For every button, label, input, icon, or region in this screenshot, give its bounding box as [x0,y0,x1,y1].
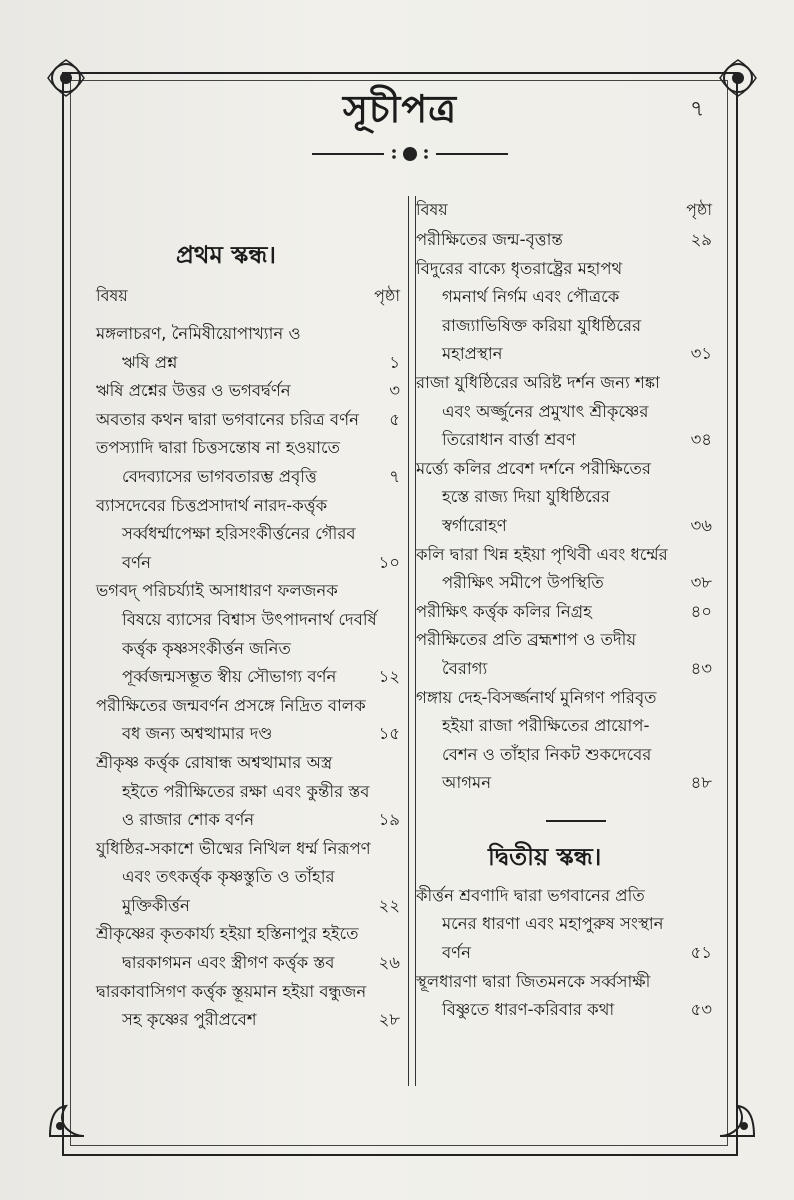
toc-entry [96,492,400,578]
entry-text: অবতার কথন দ্বারা ভগবানের চরিত্র বর্ণন [96,409,359,429]
entry-page-number: ১৫ [378,724,400,744]
entry-page-number: ৫৩ [690,1000,712,1020]
toc-entry [416,255,712,369]
entry-page-number: ৪৩ [690,658,712,678]
title-ornament-icon [310,142,510,166]
toc-entry [96,920,400,977]
toc-list [416,882,712,1025]
entry-text: কর্ত্তৃক কৃষ্ণসংকীর্ত্তন জনিত [122,638,291,658]
corner-ornament-icon [716,56,760,100]
entry-page-number: ৩৮ [690,573,712,593]
toc-entry [96,835,400,921]
toc-entry [416,882,712,968]
toc-entry [416,684,712,798]
entry-text: গমনার্থ নির্গম এবং পৌত্রকে [442,287,620,307]
section-title: দ্বিতীয় স্কন্ধ। [488,842,602,871]
entry-text: রাজা যুধিষ্ঠিরের অরিষ্ট দর্শন জন্য শঙ্কা [416,372,660,392]
entry-text: শ্রীকৃষ্ণের কৃতকার্য্য হইয়া হস্তিনাপুর হইতে [96,924,359,944]
column-divider [408,196,416,1086]
page-label: পৃষ্ঠা [374,286,400,305]
toc-list [96,320,400,1035]
page-label: পৃষ্ঠা [686,200,712,219]
entry-text: হইয়া রাজা পরীক্ষিতের প্রায়োপ- [442,716,650,736]
entry-text: তিরোধান বার্ত্তা শ্রবণ [442,430,576,450]
entry-page-number: ৭ [389,466,400,486]
corner-ornament-icon [716,1098,760,1142]
entry-text: পরীক্ষিতের প্রতি ব্রহ্মশাপ ও তদীয় [416,630,637,650]
entry-text: বিষয়ে ব্যাসের বিশ্বাস উৎপাদনার্থ দেবর্ষি [122,609,377,629]
toc-entry [96,978,400,1035]
column-header [416,194,712,226]
entry-page-number: ২৯ [690,230,712,249]
page-title: সূচীপত্র [342,87,458,131]
toc-entry [416,541,712,598]
toc-entry [416,369,712,455]
entry-text: দ্বারকাবাসিগণ কর্ত্তৃক স্তূয়মান হইয়া বন্ধুজন [96,981,367,1001]
entry-text: পরীক্ষিতের জন্ম-বৃত্তান্ত [416,230,563,249]
entry-page-number: ৫১ [690,943,712,963]
subject-label: বিষয় [96,286,128,305]
toc-entry [96,406,400,435]
toc-list [416,226,712,798]
toc-entry [96,577,400,691]
entry-text: বেশন ও তাঁহার নিকট শুকদেবের [442,744,652,764]
entry-page-number: ১২ [378,667,400,687]
entry-page-number: ২৬ [378,953,400,973]
entry-page-number: ১০ [378,552,400,572]
toc-entry [416,968,712,1025]
entry-text: ঋষি প্রশ্নের উত্তর ও ভগবৰ্দ্বর্ণন [96,381,291,401]
corner-ornament-icon [44,56,88,100]
entry-text: কীর্ত্তন শ্রবণাদি দ্বারা ভগবানের প্রতি [416,885,645,905]
entry-text: বেদব্যাসের ভাগবতারম্ভ প্রবৃত্তি [122,466,317,486]
entry-text: বধ জন্য অশ্বত্থামার দণ্ড [122,724,273,744]
entry-page-number: ৩ [389,381,400,401]
entry-text: ঋষি প্রশ্ন [122,352,178,372]
toc-entry [96,377,400,406]
entry-text: শ্রীকৃষ্ণ কর্ত্তৃক রোষান্ধ অশ্বত্থামার অস্ত্র [96,752,333,772]
entry-text: ব্যাসদেবের চিত্তপ্রসাদার্থ নারদ-কর্ত্তৃক [96,495,328,515]
entry-text: গঙ্গায় দেহ-বিসর্জ্জনার্থ মুনিগণ পরিবৃত [416,687,657,707]
entry-text: মর্ত্ত্যে কলির প্রবেশ দর্শনে পরীক্ষিতের [416,458,651,478]
entry-text: মঙ্গলাচরণ, নৈমিষীয়োপাখ্যান ও [96,324,301,343]
entry-page-number: ১৯ [378,810,400,830]
toc-entry [416,626,712,683]
right-column [416,194,712,1025]
entry-text: সহ কৃষ্ণের পুরীপ্রবেশ [122,1010,257,1030]
entry-page-number: ২২ [378,895,400,915]
entry-text: বিদুরের বাক্যে ধৃতরাষ্ট্রের মহাপথ [416,258,623,278]
entry-text: হইতে পরীক্ষিতের রক্ষা এবং কুন্তীর স্তব [122,781,370,801]
left-column [96,230,400,1035]
entry-text: ও রাজার শোক বর্ণন [122,810,255,830]
entry-text: বর্ণন [122,552,152,572]
entry-text: পরীক্ষিৎ সমীপে উপস্থিতি [442,573,604,593]
toc-entry [416,598,712,627]
entry-text: তপস্যাদি দ্বারা চিত্তসন্তোষ না হওয়াতে [96,438,341,458]
entry-text: এবং তৎকর্ত্তৃক কৃষ্ণস্তুতি ও তাঁহার [122,867,335,887]
corner-ornament-icon [44,1098,88,1142]
entry-text: পরীক্ষিতের জন্মবর্ণন প্রসঙ্গে নিদ্রিত বালক [96,695,366,715]
entry-text: দ্বারকাগমন এবং স্ত্রীগণ কর্ত্তৃক স্তব [122,953,335,973]
entry-text: এবং অর্জ্জুনের প্রমুখাৎ শ্রীকৃষ্ণের [442,401,649,421]
entry-text: বিষ্ণুতে ধারণ-করিবার কথা [442,1000,615,1020]
entry-text: মহাপ্রস্থান [442,344,503,364]
entry-page-number: ৩৪ [690,430,712,450]
entry-text: মুক্তিকীর্ত্তন [122,895,190,915]
page-number: ৭ [690,97,705,122]
entry-text: মনের ধারণা এবং মহাপুরুষ সংস্থান [442,914,664,934]
entry-text: বৈরাগ্য [442,658,488,678]
entry-text: পূর্ব্বজন্মসম্ভূত স্বীয় সৌভাগ্য বর্ণন [122,667,337,687]
entry-page-number: ৫ [389,409,400,429]
entry-page-number: ৩১ [690,344,712,364]
entry-text: আগমন [442,773,492,793]
toc-entry [96,692,400,749]
entry-text: সর্ব্বধর্ম্মাপেক্ষা হরিসংকীর্ত্তনের গৌরব [122,524,356,544]
entry-text: কলি দ্বারা খিন্ন হইয়া পৃথিবী এবং ধর্ম্মের [416,544,668,564]
entry-page-number: ৪০ [690,601,712,621]
entry-text: স্বর্গারোহণ [442,515,507,535]
entry-page-number: ১ [389,352,400,372]
toc-entry [416,455,712,541]
entry-text: রাজ্যাভিষিক্ত করিয়া যুধিষ্ঠিরের [442,315,642,335]
entry-text: স্থূলধারণা দ্বারা জিতমনকে সর্ব্বসাক্ষী [416,971,651,991]
entry-page-number: ৪৮ [690,773,712,793]
entry-text: হস্তে রাজ্য দিয়া যুধিষ্ঠিরের [442,487,610,507]
entry-text: বর্ণন [442,943,472,963]
entry-page-number: ৩৬ [690,515,712,535]
toc-entry [96,320,400,377]
toc-entry [416,226,712,255]
entry-text: পরীক্ষিৎ কর্ত্তৃক কলির নিগ্রহ [416,601,592,621]
entry-text: ভগবদ্ পরিচর্য্যাই অসাধারণ ফলজনক [96,581,338,601]
subject-label: বিষয় [416,200,448,219]
section-separator [546,820,606,822]
toc-entry [96,749,400,835]
entry-page-number: ২৮ [378,1010,400,1030]
toc-entry [96,434,400,491]
entry-text: যুধিষ্ঠির-সকাশে ভীষ্মের নিখিল ধর্ম্ম নিরূপণ [96,838,371,858]
section-title: প্রথম স্কন্ধ। [176,241,277,269]
column-header [96,280,400,312]
